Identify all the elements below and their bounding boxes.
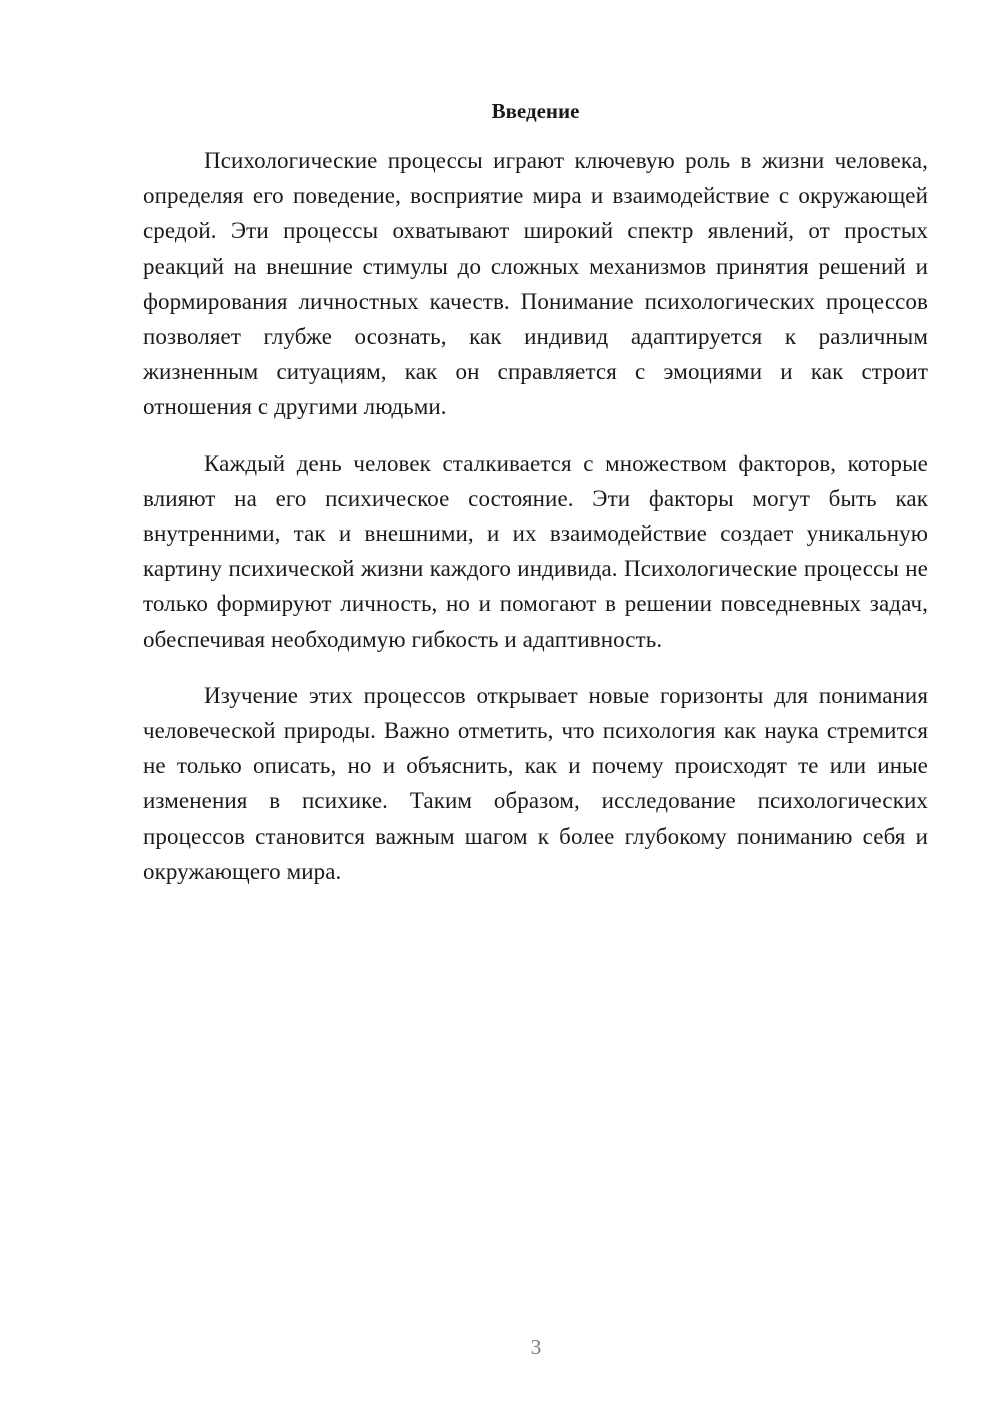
paragraph-1: Психологические процессы играют ключевую роль в жизни человека, определяя его поведение, восприятие мира и взаимодействие с окружающей средой. Эти процессы охватывают широкий спектр явлений, от простых реакций на внешние стимулы до сложных механизмов принятия решений и формирования личностных качеств. Понимание психологических процессов позволяет глубже осознать, как индивид адаптируется к различным жизненным ситуациям, как он справляется с эмоциями и как строит отношения с другими людьми. [143, 148, 928, 420]
page-number: 3 [530, 1335, 542, 1359]
paragraph-3: Изучение этих процессов открывает новые горизонты для понимания человеческой природы. Важно отметить, что психология как наука стремится не только описать, но и объяснить, как и почему происходят те или иные изменения в психике. Таким образом, исследование психологических процессов становится важным шагом к более глубокому пониманию себя и окружающего мира. [143, 682, 928, 884]
body-text [143, 143, 928, 910]
paragraph-2: Каждый день человек сталкивается с множеством факторов, которые влияют на его психическое состояние. Эти факторы могут быть как внутренними, так и внешними, и их взаимодействие создает уникальную картину психической жизни каждого индивида. Психологические процессы не только формируют личность, но и помогают в решении повседневных задач, обеспечивая необходимую гибкость и адаптивность. [143, 450, 928, 652]
section-heading: Введение [491, 99, 580, 123]
